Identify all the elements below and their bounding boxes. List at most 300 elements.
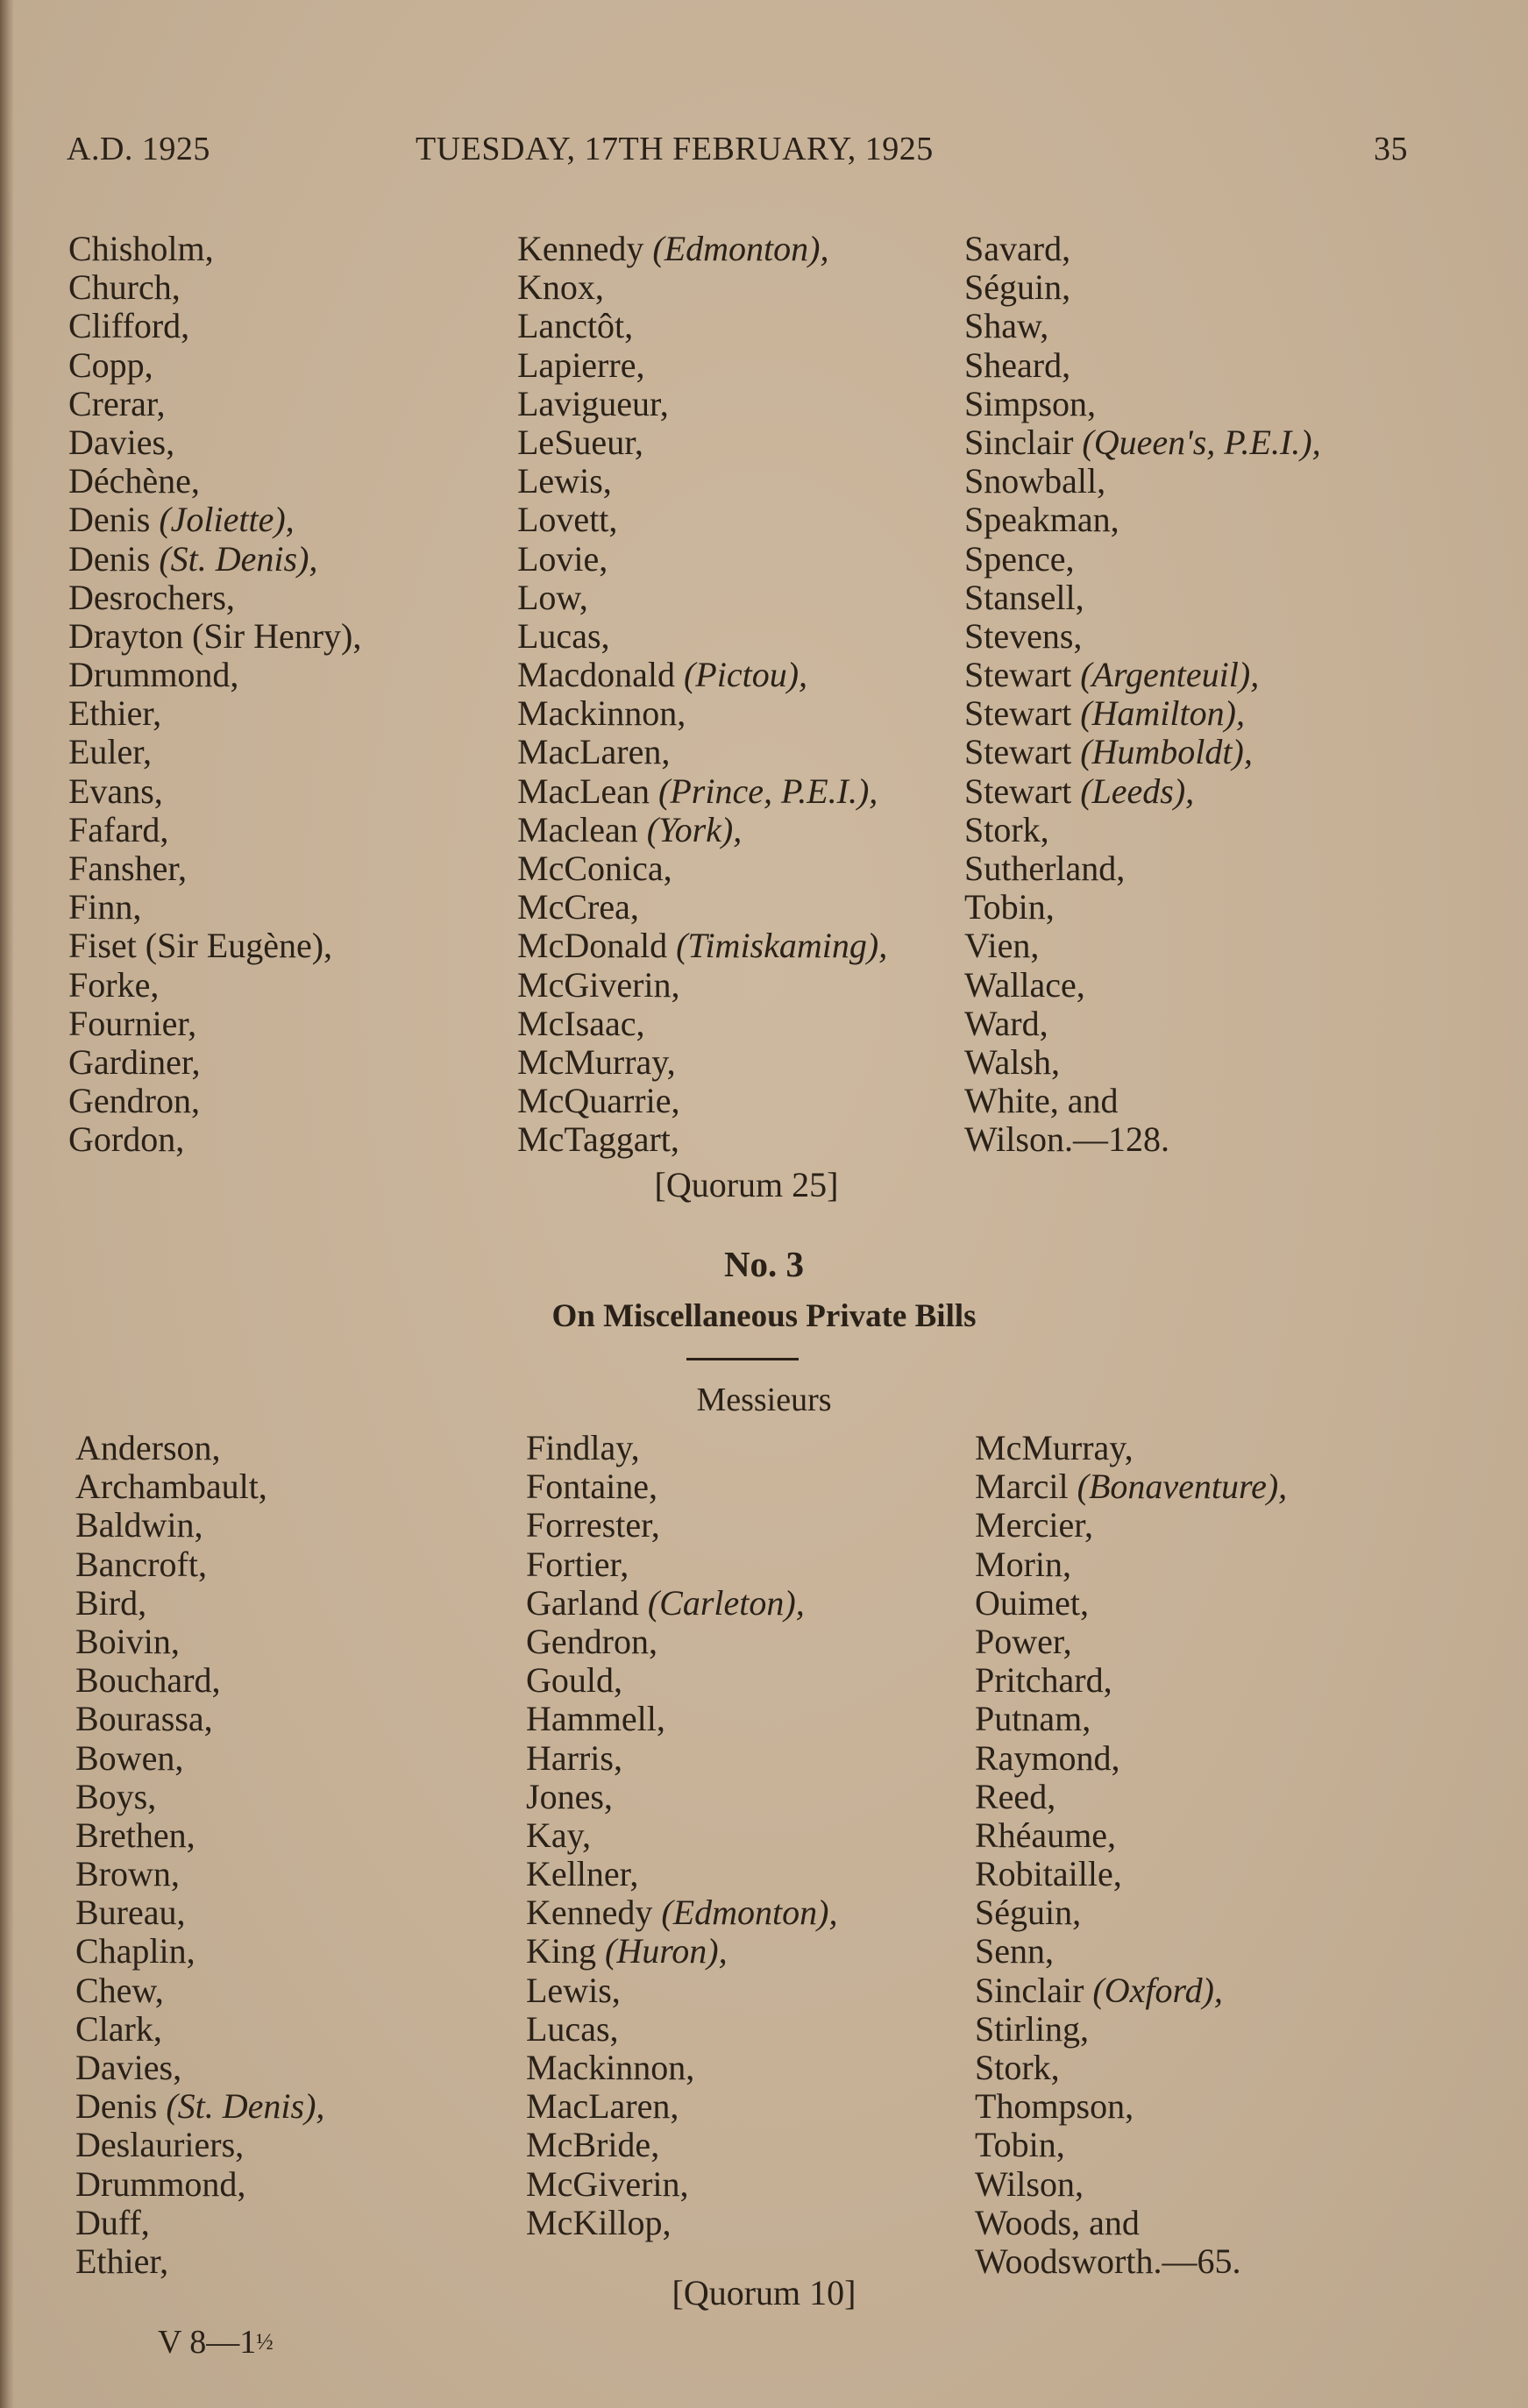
member-constituency: (Edmonton),: [661, 1893, 838, 1933]
member-constituency: (Edmonton),: [652, 229, 829, 268]
member-name: Boys,: [75, 1776, 157, 1816]
member-entry: [975, 1971, 1287, 2010]
committee-2-column-2: [517, 230, 887, 1160]
member-name: Stewart: [964, 655, 1081, 695]
member-entry: [975, 2204, 1287, 2242]
member-entry: [975, 1816, 1287, 1855]
member-name: Bourassa,: [75, 1699, 213, 1739]
member-entry: [964, 268, 1321, 307]
member-entry: [75, 2165, 324, 2204]
member-name: Wallace,: [964, 964, 1085, 1005]
member-entry: [975, 1778, 1287, 1816]
committee-3-column-2: [526, 1429, 837, 2242]
member-entry: [526, 1700, 837, 1738]
member-name: Evans,: [68, 771, 163, 811]
member-entry: [517, 927, 887, 965]
member-name: Stansell,: [964, 577, 1084, 617]
member-name: Raymond,: [975, 1737, 1120, 1778]
member-entry: [975, 1623, 1287, 1661]
member-name: Stirling,: [975, 2008, 1090, 2049]
member-name: Vien,: [964, 926, 1040, 966]
member-entry: [68, 579, 361, 617]
member-name: Euler,: [68, 732, 153, 772]
member-entry: [964, 927, 1321, 965]
member-name: Marcil: [975, 1467, 1077, 1507]
member-entry: [975, 2010, 1287, 2049]
member-entry: [975, 1932, 1287, 1971]
member-name: Fiset (Sir Eugène),: [68, 926, 333, 966]
member-name: Sinclair: [964, 422, 1083, 462]
member-entry: [964, 579, 1321, 617]
member-entry: [526, 1467, 837, 1506]
member-name: Drummond,: [68, 655, 239, 695]
member-entry: [68, 230, 361, 268]
member-name: Copp,: [68, 345, 153, 385]
member-name: Lovie,: [517, 538, 608, 579]
member-name: McBride,: [526, 2125, 660, 2165]
member-entry: [75, 1506, 324, 1545]
member-name: Stevens,: [964, 615, 1083, 656]
member-name: McMurray,: [975, 1428, 1134, 1467]
signature-text: V 8—1: [158, 2324, 257, 2361]
member-entry: [75, 1467, 324, 1506]
member-entry: [526, 2126, 837, 2164]
member-name: Bowen,: [75, 1737, 184, 1778]
member-name: Chisholm,: [68, 229, 214, 268]
member-name: Clark,: [75, 2008, 162, 2049]
member-entry: [75, 1700, 324, 1738]
member-entry: [75, 1778, 324, 1816]
member-name: Tobin,: [964, 887, 1055, 927]
member-constituency: (Humboldt),: [1080, 732, 1253, 772]
member-entry: [964, 540, 1321, 579]
member-name: MacLaren,: [526, 2086, 679, 2127]
committee-2-quorum: [Quorum 25]: [654, 1165, 839, 1204]
member-entry: [68, 307, 361, 345]
member-name: Lewis,: [517, 461, 612, 501]
member-entry: [975, 2126, 1287, 2164]
member-name: Ethier,: [68, 693, 162, 734]
member-name: Archambault,: [75, 1467, 267, 1507]
member-entry: [517, 966, 887, 1005]
member-name: Snowball,: [964, 461, 1106, 501]
member-entry: [526, 1429, 837, 1467]
member-name: Sinclair: [975, 1970, 1093, 2010]
member-entry: [975, 1506, 1287, 1545]
member-entry: [975, 1893, 1287, 1932]
member-entry: [68, 656, 361, 694]
member-entry: [964, 849, 1321, 888]
member-name: Stewart: [964, 732, 1081, 772]
member-name: Gordon,: [68, 1119, 185, 1160]
member-name: McMurray,: [517, 1041, 676, 1082]
member-name: Lucas,: [517, 615, 610, 656]
member-entry: [517, 617, 887, 656]
member-name: Fontaine,: [526, 1467, 657, 1507]
title-rule: [686, 1358, 799, 1360]
committee-3-number: No. 3: [723, 1244, 805, 1284]
member-name: Déchène,: [68, 461, 200, 501]
member-entry: [964, 733, 1321, 771]
member-name: McDonald: [517, 926, 677, 966]
member-entry: [75, 2049, 324, 2087]
member-name: Ouimet,: [975, 1582, 1089, 1623]
member-entry: [68, 501, 361, 539]
member-constituency: (Oxford),: [1092, 1970, 1223, 2010]
member-name: McCrea,: [517, 887, 639, 927]
member-entry: [68, 811, 361, 849]
member-name: Davies,: [68, 422, 175, 462]
member-entry: [75, 1661, 324, 1700]
member-entry: [975, 1545, 1287, 1584]
member-name: White, and: [964, 1081, 1119, 1121]
member-entry: [517, 733, 887, 771]
member-entry: [517, 462, 887, 501]
member-name: Mercier,: [975, 1505, 1093, 1545]
member-name: Chew,: [75, 1970, 164, 2010]
member-entry: [517, 1120, 887, 1159]
member-name: Fortier,: [526, 1544, 629, 1584]
member-name: Macdonald: [517, 655, 684, 695]
member-name: Clifford,: [68, 306, 190, 346]
member-name: Spence,: [964, 538, 1075, 579]
member-entry: [526, 1855, 837, 1893]
member-entry: [75, 1816, 324, 1855]
member-name: Stewart: [964, 771, 1081, 811]
member-name: MacLean: [517, 771, 659, 811]
member-name: Pritchard,: [975, 1660, 1112, 1701]
member-name: Forke,: [68, 964, 160, 1005]
member-constituency: (Leeds),: [1080, 771, 1195, 811]
member-entry: [68, 540, 361, 579]
member-constituency: (Pictou),: [683, 655, 808, 695]
member-name: Brown,: [75, 1854, 180, 1894]
member-name: Mackinnon,: [517, 693, 686, 734]
member-name: Finn,: [68, 887, 142, 927]
member-entry: [526, 1584, 837, 1623]
member-name: Lucas,: [526, 2008, 619, 2049]
member-entry: [964, 811, 1321, 849]
member-entry: [68, 1082, 361, 1120]
member-constituency: (Hamilton),: [1080, 693, 1245, 734]
member-entry: [526, 1932, 837, 1971]
member-name: Duff,: [75, 2202, 150, 2242]
member-entry: [75, 1739, 324, 1778]
member-entry: [526, 1739, 837, 1778]
member-entry: [75, 1893, 324, 1932]
member-entry: [975, 1429, 1287, 1467]
member-constituency: (Joliette),: [159, 500, 295, 540]
member-entry: [964, 462, 1321, 501]
member-name: Denis: [68, 538, 160, 579]
member-name: Findlay,: [526, 1428, 640, 1467]
member-entry: [975, 2049, 1287, 2087]
member-entry: [964, 307, 1321, 345]
member-name: Crerar,: [68, 383, 166, 423]
member-name: Deslauriers,: [75, 2125, 245, 2165]
member-entry: [68, 849, 361, 888]
member-name: Tobin,: [975, 2125, 1065, 2165]
signature-fraction: ½: [256, 2329, 274, 2355]
member-entry: [517, 811, 887, 849]
member-name: Simpson,: [964, 383, 1097, 423]
member-entry: [517, 385, 887, 423]
member-name: Garland: [526, 1582, 648, 1623]
member-entry: [964, 1082, 1321, 1120]
member-entry: [526, 2010, 837, 2049]
member-entry: [964, 230, 1321, 268]
header-date: TUESDAY, 17TH FEBRUARY, 1925: [416, 131, 934, 167]
member-name: Kennedy: [517, 229, 653, 268]
member-entry: [75, 1932, 324, 1971]
member-entry: [964, 888, 1321, 927]
member-name: Ethier,: [75, 2241, 169, 2281]
member-name: Davies,: [75, 2048, 182, 2087]
member-entry: [75, 1623, 324, 1661]
member-constituency: (Huron),: [605, 1931, 728, 1971]
committee-3-title: On Miscellaneous Private Bills: [551, 1298, 977, 1334]
member-name: Church,: [68, 267, 181, 308]
member-entry: [75, 1545, 324, 1584]
member-name: Mackinnon,: [526, 2048, 695, 2087]
member-entry: [517, 307, 887, 345]
member-entry: [964, 501, 1321, 539]
member-entry: [526, 1893, 837, 1932]
member-name: Gardiner,: [68, 1041, 201, 1082]
member-entry: [68, 927, 361, 965]
member-entry: [526, 1506, 837, 1545]
member-name: King: [526, 1931, 605, 1971]
member-entry: [964, 656, 1321, 694]
member-entry: [964, 966, 1321, 1005]
running-header: [67, 130, 1408, 174]
member-entry: [68, 268, 361, 307]
member-name: Séguin,: [964, 267, 1071, 308]
member-name: Baldwin,: [75, 1505, 203, 1545]
member-entry: [517, 501, 887, 539]
member-entry: [68, 733, 361, 771]
member-constituency: (Argenteuil),: [1080, 655, 1260, 695]
member-entry: [75, 2087, 324, 2126]
member-entry: [75, 1584, 324, 1623]
member-name: Stork,: [975, 2048, 1060, 2087]
member-name: Bancroft,: [75, 1544, 207, 1584]
member-entry: [517, 423, 887, 462]
member-entry: [517, 1005, 887, 1043]
committee-3-column-3: [975, 1429, 1287, 2281]
member-entry: [526, 1971, 837, 2010]
member-constituency: (Queen's, P.E.I.),: [1082, 422, 1321, 462]
member-name: Fournier,: [68, 1003, 197, 1043]
member-constituency: (Bonaventure),: [1077, 1467, 1288, 1507]
member-entry: [68, 772, 361, 811]
member-name: Drayton (Sir Henry),: [68, 615, 362, 656]
member-constituency: (St. Denis),: [166, 2086, 325, 2127]
member-entry: [526, 1816, 837, 1855]
member-name: Fansher,: [68, 849, 188, 888]
committee-3-quorum: [Quorum 10]: [672, 2273, 856, 2312]
member-name: Woods, and: [975, 2202, 1140, 2242]
member-name: Gendron,: [68, 1081, 200, 1121]
salutation: Messieurs: [696, 1382, 832, 1418]
member-name: Lanctôt,: [517, 306, 634, 346]
member-entry: [517, 1043, 887, 1082]
member-name: Robitaille,: [975, 1854, 1122, 1894]
member-name: Power,: [975, 1621, 1072, 1661]
member-entry: [975, 2087, 1287, 2126]
member-name: Reed,: [975, 1776, 1056, 1816]
member-entry: [526, 1623, 837, 1661]
member-name: McConica,: [517, 849, 672, 888]
member-name: Chaplin,: [75, 1931, 195, 1971]
member-name: Putnam,: [975, 1699, 1091, 1739]
member-entry: [68, 1120, 361, 1159]
member-entry: [517, 230, 887, 268]
member-entry: [75, 2126, 324, 2164]
member-name: Lapierre,: [517, 345, 645, 385]
member-entry: [975, 1467, 1287, 1506]
member-name: Lewis,: [526, 1970, 621, 2010]
member-name: Speakman,: [964, 500, 1119, 540]
member-entry: [964, 346, 1321, 385]
member-name: Lavigueur,: [517, 383, 669, 423]
member-entry: [517, 540, 887, 579]
member-name: Sutherland,: [964, 849, 1126, 888]
member-name: Morin,: [975, 1544, 1071, 1584]
member-entry: [68, 346, 361, 385]
member-entry: [975, 1855, 1287, 1893]
member-entry: [68, 462, 361, 501]
member-name: LeSueur,: [517, 422, 643, 462]
member-entry: [68, 966, 361, 1005]
member-name: McGiverin,: [526, 2163, 689, 2204]
member-name: Denis: [75, 2086, 167, 2127]
member-entry: [517, 694, 887, 733]
member-name: Forrester,: [526, 1505, 660, 1545]
member-entry: [526, 2049, 837, 2087]
committee-2-column-1: [68, 230, 361, 1160]
member-entry: [526, 1661, 837, 1700]
member-name: Drummond,: [75, 2163, 246, 2204]
header-year: A.D. 1925: [67, 131, 210, 167]
member-constituency: (York),: [646, 809, 743, 849]
member-name: Bird,: [75, 1582, 147, 1623]
member-name: Wilson.—128.: [964, 1119, 1169, 1160]
member-name: Stewart: [964, 693, 1081, 734]
member-name: McIsaac,: [517, 1003, 645, 1043]
member-name: Walsh,: [964, 1041, 1060, 1082]
member-entry: [975, 1739, 1287, 1778]
member-entry: [517, 849, 887, 888]
member-entry: [975, 1700, 1287, 1738]
member-name: McTaggart,: [517, 1119, 679, 1160]
member-entry: [75, 1429, 324, 1467]
member-entry: [526, 2165, 837, 2204]
member-entry: [517, 888, 887, 927]
member-entry: [68, 1043, 361, 1082]
member-name: Low,: [517, 577, 588, 617]
member-name: Gendron,: [526, 1621, 657, 1661]
member-entry: [75, 1971, 324, 2010]
signature-mark: [158, 2323, 274, 2362]
member-constituency: (Prince, P.E.I.),: [658, 771, 878, 811]
member-name: McGiverin,: [517, 964, 680, 1005]
committee-2-column-3: [964, 230, 1321, 1160]
member-name: MacLaren,: [517, 732, 671, 772]
member-entry: [75, 2204, 324, 2242]
member-entry: [517, 268, 887, 307]
member-entry: [68, 385, 361, 423]
member-name: Woodsworth.—65.: [975, 2241, 1241, 2281]
member-entry: [68, 888, 361, 927]
member-name: Kellner,: [526, 1854, 639, 1894]
member-entry: [75, 1855, 324, 1893]
member-entry: [68, 423, 361, 462]
member-entry: [526, 1545, 837, 1584]
member-entry: [517, 346, 887, 385]
member-name: Ward,: [964, 1003, 1048, 1043]
member-name: Bureau,: [75, 1893, 186, 1933]
member-entry: [975, 2165, 1287, 2204]
member-entry: [68, 1005, 361, 1043]
member-name: Desrochers,: [68, 577, 235, 617]
member-name: Wilson,: [975, 2163, 1084, 2204]
member-name: Stork,: [964, 809, 1049, 849]
member-name: Kay,: [526, 1815, 592, 1855]
member-name: Bouchard,: [75, 1660, 221, 1701]
member-entry: [964, 1120, 1321, 1159]
member-name: Rhéaume,: [975, 1815, 1117, 1855]
page-number: 35: [1374, 131, 1408, 167]
member-entry: [68, 617, 361, 656]
member-entry: [526, 1778, 837, 1816]
member-constituency: (St. Denis),: [159, 538, 318, 579]
committee-3-column-1: [75, 1429, 324, 2281]
member-name: Sheard,: [964, 345, 1071, 385]
member-name: Maclean: [517, 809, 647, 849]
member-entry: [975, 1661, 1287, 1700]
member-name: Denis: [68, 500, 160, 540]
member-entry: [517, 772, 887, 811]
member-name: Savard,: [964, 229, 1071, 268]
member-name: Senn,: [975, 1931, 1054, 1971]
member-name: Séguin,: [975, 1893, 1082, 1933]
member-name: Kennedy: [526, 1893, 662, 1933]
member-name: Shaw,: [964, 306, 1049, 346]
member-entry: [964, 423, 1321, 462]
member-entry: [964, 1005, 1321, 1043]
member-name: McQuarrie,: [517, 1081, 680, 1121]
member-entry: [964, 617, 1321, 656]
member-name: Anderson,: [75, 1428, 221, 1467]
member-entry: [964, 772, 1321, 811]
member-entry: [75, 2010, 324, 2049]
member-constituency: (Carleton),: [647, 1582, 805, 1623]
member-entry: [964, 1043, 1321, 1082]
member-entry: [517, 1082, 887, 1120]
member-name: Hammell,: [526, 1699, 665, 1739]
member-name: McKillop,: [526, 2202, 672, 2242]
member-entry: [526, 2204, 837, 2242]
member-entry: [517, 579, 887, 617]
member-name: Boivin,: [75, 1621, 180, 1661]
member-name: Knox,: [517, 267, 604, 308]
member-entry: [975, 1584, 1287, 1623]
member-name: Brethen,: [75, 1815, 195, 1855]
member-name: Thompson,: [975, 2086, 1134, 2127]
member-entry: [526, 2087, 837, 2126]
member-entry: [517, 656, 887, 694]
